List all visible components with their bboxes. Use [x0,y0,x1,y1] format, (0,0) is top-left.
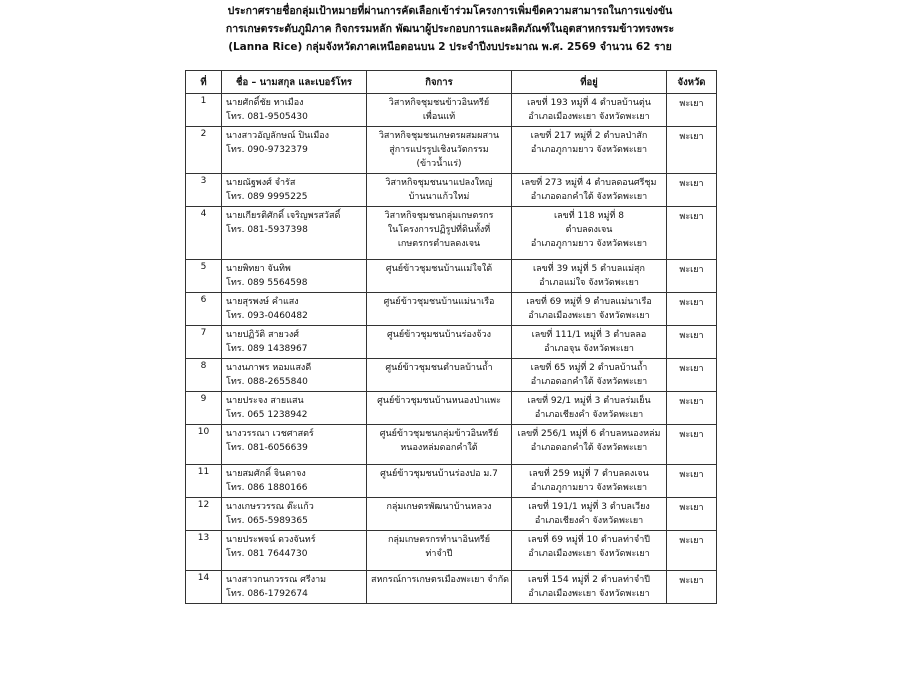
address-line: ตำบลดงเจน [565,225,613,235]
address-line: อำเภอเมืองพะเยา จังหวัดพะเยา [528,112,650,122]
row-address-cell [512,207,667,260]
business-line: ศูนย์ข้าวชุมชนบ้านร่องปอ ม.7 [380,469,498,479]
row-number: 3 [186,174,222,207]
person-name: นายสุรพงษ์ คำแสง [226,297,299,307]
row-name-cell [222,174,367,207]
row-province: พะเยา [667,465,717,498]
row-number: 8 [186,359,222,392]
person-phone: โทร. 065-5989365 [226,516,308,526]
row-address-cell [512,174,667,207]
business-line: บ้านนาแก้วใหม่ [408,192,470,202]
row-address-cell [512,465,667,498]
address-line: เลขที่ 256/1 หมู่ที่ 6 ตำบลหนองหล่ม [517,429,661,439]
person-phone: โทร. 089 5564598 [226,278,308,288]
row-province: พะเยา [667,94,717,127]
table-row [186,174,717,207]
row-name-cell [222,571,367,604]
address-line: อำเภอเมืองพะเยา จังหวัดพะเยา [528,311,650,321]
address-line: อำเภอภูกามยาว จังหวัดพะเยา [530,483,648,493]
row-business-cell [367,498,512,531]
person-phone: โทร. 086-1792674 [226,589,308,599]
address-line: อำเภอดอกคำใต้ จังหวัดพะเยา [530,443,648,453]
person-name: นางวรรณา เวชศาสตร์ [226,429,314,439]
address-line: อำเภอเชียงคำ จังหวัดพะเยา [534,516,644,526]
business-line: ศูนย์ข้าวชุมชนบ้านแม่ใจใต้ [385,264,493,274]
row-name-cell [222,359,367,392]
row-province: พะเยา [667,207,717,260]
header-business: กิจการ [367,71,512,94]
row-number: 13 [186,531,222,571]
row-business-cell [367,94,512,127]
row-name-cell [222,94,367,127]
row-province: พะเยา [667,571,717,604]
row-address-cell [512,425,667,465]
row-address-cell [512,571,667,604]
address-line: อำเภอเมืองพะเยา จังหวัดพะเยา [528,549,650,559]
table-row [186,293,717,326]
row-number: 2 [186,127,222,174]
row-name-cell [222,425,367,465]
row-province: พะเยา [667,531,717,571]
address-line: เลขที่ 39 หมู่ที่ 5 ตำบลแม่สุก [533,264,645,274]
row-number: 6 [186,293,222,326]
address-line: เลขที่ 69 หมู่ที่ 9 ตำบลแม่นาเรือ [526,297,652,307]
row-name-cell [222,207,367,260]
row-province: พะเยา [667,359,717,392]
address-line: เลขที่ 69 หมู่ที่ 10 ตำบลท่าจำปี [528,535,650,545]
row-province: พะเยา [667,392,717,425]
person-phone: โทร. 090-9732379 [226,145,308,155]
row-number: 5 [186,260,222,293]
person-phone: โทร. 086 1880166 [226,483,308,493]
row-business-cell [367,293,512,326]
address-line: เลขที่ 65 หมู่ที่ 2 ตำบลบ้านถ้ำ [530,363,648,373]
announcement-title [150,2,750,56]
row-name-cell [222,293,367,326]
row-province: พะเยา [667,174,717,207]
table-row [186,326,717,359]
row-name-cell [222,498,367,531]
row-name-cell [222,392,367,425]
business-line: วิสาหกิจชุมชนกลุ่มเกษตรกร [384,211,494,221]
table-header-row [186,71,717,94]
business-line: ศูนย์ข้าวชุมชนตำบลบ้านถ้ำ [385,363,493,373]
row-name-cell [222,531,367,571]
address-line: เลขที่ 193 หมู่ที่ 4 ตำบลบ้านตุ่น [527,98,651,108]
person-name: นายเกียรติศักดิ์ เจริญพรสวัสดิ์ [226,211,341,221]
row-number: 11 [186,465,222,498]
person-phone: โทร. 065 1238942 [226,410,308,420]
person-name: นางเกษรวรรณ ต๊ะแก้ว [226,502,314,512]
row-name-cell [222,260,367,293]
address-line: อำเภอเมืองพะเยา จังหวัดพะเยา [528,589,650,599]
business-line: ศูนย์ข้าวชุมชนบ้านแม่นาเรือ [383,297,495,307]
address-line: เลขที่ 92/1 หมู่ที่ 3 ตำบลร่มเย็น [527,396,651,406]
table-row [186,127,717,174]
row-number: 12 [186,498,222,531]
row-business-cell [367,359,512,392]
row-number: 1 [186,94,222,127]
title-line-2: การเกษตรระดับภูมิภาค กิจกรรมหลัก พัฒนาผู้ประกอบการและผลิตภัณฑ์ในอุตสาหกรรมข้าวทรงพระ [225,23,675,35]
row-business-cell [367,207,512,260]
person-name: นายพิทยา จันทิพ [226,264,291,274]
person-phone: โทร. 089 9995225 [226,192,308,202]
business-line: สู่การแปรรูปเชิงนวัตกรรม [389,145,489,155]
address-line: เลขที่ 273 หมู่ที่ 4 ตำบลดอนศรีชุม [521,178,657,188]
person-name: นายประพจน์ ดวงจันทร์ [226,535,316,545]
table-row [186,260,717,293]
table-row [186,359,717,392]
row-address-cell [512,392,667,425]
person-name: นางสาวกนกวรรณ ศรีงาม [226,575,327,585]
address-line: อำเภอจุน จังหวัดพะเยา [544,344,634,354]
row-province: พะเยา [667,293,717,326]
business-line: (ข้าวน้ำแร่) [416,159,462,169]
row-province: พะเยา [667,498,717,531]
row-number: 9 [186,392,222,425]
person-name: นายศักดิ์ชัย ทาเมือง [226,98,304,108]
business-line: ศูนย์ข้าวชุมชนกลุ่มข้าวอินทรีย์ [379,429,499,439]
row-business-cell [367,571,512,604]
address-line: เลขที่ 191/1 หมู่ที่ 3 ตำบลเวียง [528,502,650,512]
row-business-cell [367,174,512,207]
row-number: 4 [186,207,222,260]
person-name: นางนภาพร หอมแสงดี [226,363,312,373]
person-phone: โทร. 081-5937398 [226,225,308,235]
table-row [186,425,717,465]
row-number: 7 [186,326,222,359]
row-business-cell [367,531,512,571]
row-number: 14 [186,571,222,604]
row-province: พะเยา [667,425,717,465]
person-phone: โทร. 093-0460482 [226,311,308,321]
address-line: อำเภอดอกคำใต้ จังหวัดพะเยา [530,192,648,202]
business-line: กลุ่มเกษตรกรทำนาอินทรีย์ [387,535,491,545]
table-row [186,94,717,127]
row-name-cell [222,465,367,498]
business-line: เพื่อนแท้ [422,112,456,122]
row-address-cell [512,498,667,531]
person-name: นายปฏิวัติ สายวงศ์ [226,330,299,340]
row-business-cell [367,465,512,498]
row-business-cell [367,392,512,425]
title-line-1: ประกาศรายชื่อกลุ่มเป้าหมายที่ผ่านการคัดเลือกเข้าร่วมโครงการเพิ่มขีดความสามารถในการแข่งขัน [227,5,673,17]
table-row [186,571,717,604]
row-address-cell [512,359,667,392]
row-address-cell [512,293,667,326]
business-line: วิสาหกิจชุมชนเกษตรผสมผสาน [378,131,500,141]
address-line: เลขที่ 217 หมู่ที่ 2 ตำบลป่าสัก [530,131,648,141]
row-business-cell [367,260,512,293]
row-name-cell [222,326,367,359]
person-phone: โทร. 088-2655840 [226,377,308,387]
row-province: พะเยา [667,260,717,293]
address-line: อำเภอแม่ใจ จังหวัดพะเยา [539,278,639,288]
business-line: กลุ่มเกษตรพัฒนาบ้านหลวง [386,502,492,512]
row-province: พะเยา [667,326,717,359]
row-address-cell [512,127,667,174]
title-line-3: (Lanna Rice) กลุ่มจังหวัดภาคเหนือตอนบน 2 ประจำปีงบประมาณ พ.ศ. 2569 จำนวน 62 ราย [228,41,672,53]
business-line: สหกรณ์การเกษตรเมืองพะเยา จำกัด [371,575,509,585]
header-name: ชื่อ – นามสกุล และเบอร์โทร [222,71,367,94]
business-line: หนองหล่มดอกคำใต้ [400,443,478,453]
person-phone: โทร. 089 1438967 [226,344,308,354]
table-row [186,498,717,531]
row-address-cell [512,94,667,127]
row-address-cell [512,531,667,571]
row-number: 10 [186,425,222,465]
header-address: ที่อยู่ [512,71,667,94]
business-line: ในโครงการปฏิรูปที่ดินทั้งที่ [387,225,491,235]
table-row [186,207,717,260]
row-province: พะเยา [667,127,717,174]
address-line: เลขที่ 111/1 หมู่ที่ 3 ตำบลลอ [531,330,647,340]
header-province: จังหวัด [667,71,717,94]
address-line: เลขที่ 154 หมู่ที่ 2 ตำบลท่าจำปี [528,575,650,585]
person-phone: โทร. 081-9505430 [226,112,308,122]
address-line: อำเภอภูกามยาว จังหวัดพะเยา [530,145,648,155]
business-line: ศูนย์ข้าวชุมชนบ้านหนองป่าแพะ [377,396,501,406]
address-line: อำเภอภูกามยาว จังหวัดพะเยา [530,239,648,249]
person-name: นายณัฐพงศ์ จำรัส [226,178,296,188]
person-name: นายสมศักดิ์ จินดาจง [226,469,306,479]
business-line: วิสาหกิจชุมชนข้าวอินทรีย์ [388,98,490,108]
table-row [186,465,717,498]
person-name: นายประจง สายแสน [226,396,304,406]
row-address-cell [512,326,667,359]
row-business-cell [367,127,512,174]
participant-table [185,70,717,604]
row-business-cell [367,326,512,359]
business-line: เกษตรกรตำบลดงเจน [397,239,481,249]
row-address-cell [512,260,667,293]
person-phone: โทร. 081 7644730 [226,549,308,559]
address-line: เลขที่ 118 หมู่ที่ 8 [554,211,624,221]
header-no: ที่ [186,71,222,94]
row-name-cell [222,127,367,174]
business-line: ท่าจำปี [425,549,453,559]
person-name: นางสาวอัญลักษณ์ ปินเมือง [226,131,330,141]
row-business-cell [367,425,512,465]
address-line: อำเภอเชียงคำ จังหวัดพะเยา [534,410,644,420]
table-row [186,531,717,571]
business-line: วิสาหกิจชุมชนนาแปลงใหญ่ [385,178,493,188]
table-row [186,392,717,425]
address-line: อำเภอดอกคำใต้ จังหวัดพะเยา [530,377,648,387]
business-line: ศูนย์ข้าวชุมชนบ้านร่องจ้วง [387,330,491,340]
address-line: เลขที่ 259 หมู่ที่ 7 ตำบลดงเจน [529,469,649,479]
table-body [186,94,717,604]
person-phone: โทร. 081-6056639 [226,443,308,453]
